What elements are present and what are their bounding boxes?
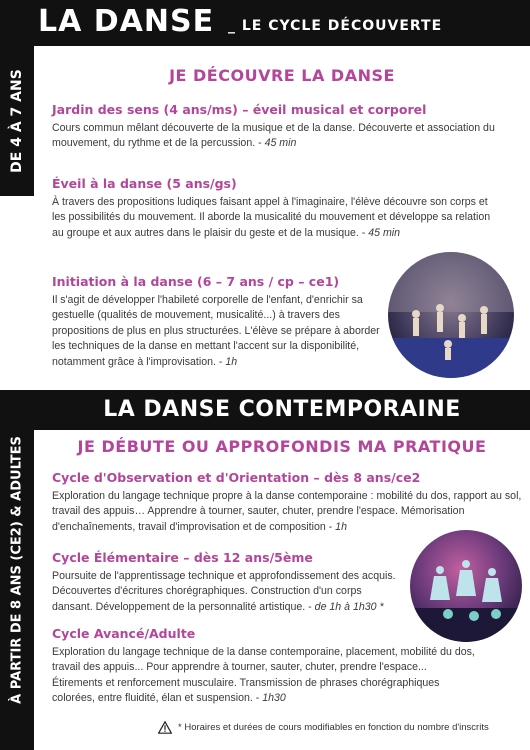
course-description: Cours commun mêlant découverte de la musique et de la danse. Découverte et association du mouvement, du rythme et de la percussion. - 45 min <box>52 122 495 150</box>
footnote <box>158 721 489 734</box>
section2-heading: JE DÉBUTE OU APPROFONDIS MA PRATIQUE <box>77 437 487 456</box>
age-label-top: DE 4 À 7 ANS <box>9 69 25 173</box>
course-duration: 1h <box>335 520 347 533</box>
course-title: Cycle Élémentaire – dès 12 ans/5ème <box>52 550 313 565</box>
course-avance-adulte <box>52 626 477 707</box>
course-description: Il s'agit de développer l'habileté corporelle de l'enfant, d'enrichir sa gestuelle (qualités de mouvement, musicalité...) à travers des propositions de plus en plus structurées. L'élève se prépare à aborder les techniques de la danse en mettant l'accent sur la disponibilité, notamment grâce à l'improvisation. - 1h <box>52 294 380 368</box>
footnote-text: * Horaires et durées de cours modifiables en fonction du nombre d'inscrits <box>178 722 489 733</box>
page-subtitle: _ LE CYCLE DÉCOUVERTE <box>228 18 443 34</box>
course-duration: 45 min <box>264 137 297 150</box>
header-bar <box>0 0 530 46</box>
course-title: Cycle d'Observation et d'Orientation – dès 8 ans/ce2 <box>52 470 421 485</box>
section1-heading: JE DÉCOUVRE LA DANSE <box>169 66 395 85</box>
course-duration: 45 min <box>368 226 401 239</box>
course-title: Cycle Avancé/Adulte <box>52 626 196 641</box>
course-title: Jardin des sens (4 ans/ms) – éveil musical et corporel <box>52 102 427 117</box>
course-duration: 1h <box>225 355 238 368</box>
course-description: À travers des propositions ludiques faisant appel à l'imaginaire, l'élève découvre son corps et les possibilités du mouvement. Il aborde la musicalité du mouvement et développe sa relation au groupe et aux autres dans le plaisir du geste et de la musique. - 45 min <box>52 196 491 239</box>
warning-icon <box>158 721 172 734</box>
course-initiation <box>52 274 384 370</box>
course-eveil <box>52 176 497 241</box>
age-label-bottom: À PARTIR DE 8 ANS (CE2) & ADULTES <box>9 436 25 704</box>
section2-title: LA DANSE CONTEMPORAINE <box>103 397 461 422</box>
course-description: Exploration du langage technique propre à la danse contemporaine : mobilité du dos, rapport au sol, travail des appuis… Apprendre à tourner, sauter, chuter, prendre l'espace. Mémorisation d'enchaînements, travail d'improvisation et de composition - 1h <box>52 490 522 533</box>
section2-title-bar <box>34 390 530 430</box>
course-elementaire <box>52 550 404 615</box>
course-description: Exploration du langage technique de la danse contemporaine, placement, mobilité du dos, travail des appuis... Pour apprendre à tourner, sauter, chuter, prendre l'espace... Étirements et renforcement musculaire. Transmission de phrases chorégraphiques colorées, entre fluidité, élan et suspension. - 1h30 <box>52 646 475 705</box>
course-description: Poursuite de l'apprentissage technique et approfondissement des acquis. Découvertes d'écritures chorégraphiques. Construction d'un corps dansant. Développement de la personnalité artistique. - de 1h à 1h30 * <box>52 570 396 613</box>
course-duration: 1h30 <box>262 692 286 705</box>
course-duration: de 1h à 1h30 * <box>314 600 384 613</box>
course-title: Initiation à la danse (6 – 7 ans / cp – ce1) <box>52 274 340 289</box>
course-jardin-des-sens <box>52 102 502 152</box>
course-observation-orientation <box>52 470 522 535</box>
page-title: LA DANSE <box>38 4 215 39</box>
dance-photo-children <box>388 252 514 378</box>
course-title: Éveil à la danse (5 ans/gs) <box>52 176 237 191</box>
